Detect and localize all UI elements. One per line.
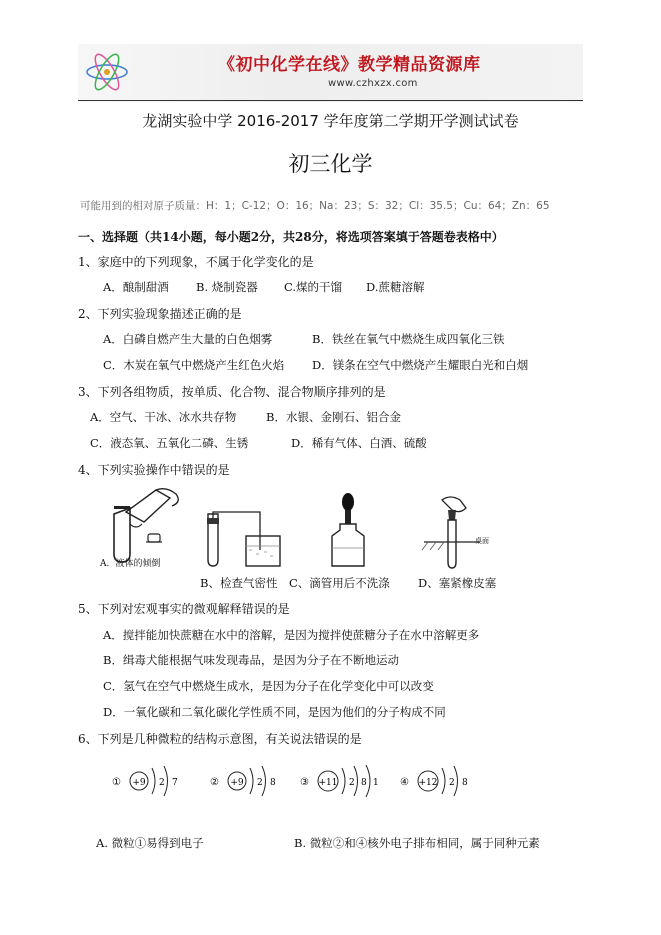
atom-1-nucleus: +9 xyxy=(132,778,146,788)
banner-title: 《初中化学在线》教学精品资源库 xyxy=(218,55,481,75)
q1-option-c: C.煤的干馏 xyxy=(284,280,343,294)
q1-option-a: A．酿制甜酒 xyxy=(103,280,169,294)
atom-3-nucleus: +11 xyxy=(318,778,338,788)
q4-option-d: D、塞紧橡皮塞 xyxy=(418,576,497,590)
figure-d-label: 桌面 xyxy=(475,537,489,545)
atom-logo-icon xyxy=(84,50,130,94)
q2-option-d: D．镁条在空气中燃烧产生耀眼白光和白烟 xyxy=(312,358,529,372)
figure-airtightness-check xyxy=(200,510,290,570)
atom-1-shell-2: 7 xyxy=(172,778,178,788)
subject-title: 初三化学 xyxy=(288,152,373,176)
exam-title: 龙湖实验中学 2016-2017 学年度第二学期开学测试试卷 xyxy=(142,112,519,130)
atom-4-label: ④ xyxy=(400,777,409,788)
atom-4-shell-1: 2 xyxy=(449,778,455,788)
atom-3-shell-1: 2 xyxy=(349,778,355,788)
atom-4-shell-2: 8 xyxy=(462,778,468,788)
q5-option-d: D．一氧化碳和二氧化碳化学性质不同，是因为他们的分子构成不同 xyxy=(103,705,446,719)
figure-stopper-insertion xyxy=(420,490,490,570)
atom-1-shell-1: 2 xyxy=(159,778,165,788)
figure-dropper-bottle xyxy=(318,492,378,570)
q5-option-b: B．缉毒犬能根据气味发现毒品，是因为分子在不断地运动 xyxy=(103,653,399,667)
atom-structure-1 xyxy=(112,764,192,798)
q3-option-d: D．稀有气体、白酒、硫酸 xyxy=(291,436,427,450)
atom-structure-3 xyxy=(300,764,390,798)
banner-url: www.czhxzx.com xyxy=(328,78,418,89)
atom-1-label: ① xyxy=(112,777,121,788)
figure-a-label: A．液体的倾倒 xyxy=(100,559,161,569)
section-heading: 一、选择题（共14小题，每小题2分，共28分，将选项答案填于答题卷表格中） xyxy=(78,230,504,244)
q5-option-a: A．搅拌能加快蔗糖在水中的溶解，是因为搅拌使蔗糖分子在水中溶解更多 xyxy=(103,628,480,642)
q2-option-a: A．白磷自燃产生大量的白色烟雾 xyxy=(103,332,273,346)
q3-option-b: B．水银、金刚石、铝合金 xyxy=(266,410,401,424)
atom-3-label: ③ xyxy=(300,777,309,788)
q6-option-b: B. 微粒②和④核外电子排布相同，属于同种元素 xyxy=(294,836,540,850)
question-3-stem: 3、下列各组物质，按单质、化合物、混合物顺序排列的是 xyxy=(78,385,386,399)
atomic-masses-note: 可能用到的相对原子质量：H：1；C-12；O：16；Na：23；S：32；Cl：35.5；Cu：64；Zn：65 xyxy=(80,200,550,212)
atom-4-nucleus: +12 xyxy=(418,778,438,788)
atom-structure-2 xyxy=(210,764,290,798)
q3-option-a: A．空气、干冰、冰水共存物 xyxy=(90,410,237,424)
question-1-stem: 1、家庭中的下列现象，不属于化学变化的是 xyxy=(78,255,314,269)
atom-2-shell-1: 2 xyxy=(257,778,263,788)
q5-option-c: C．氢气在空气中燃烧生成水，是因为分子在化学变化中可以改变 xyxy=(103,679,434,693)
atom-3-shell-3: 1 xyxy=(373,778,379,788)
atom-3-shell-2: 8 xyxy=(361,778,367,788)
q2-option-b: B．铁丝在氧气中燃烧生成四氧化三铁 xyxy=(312,332,505,346)
q6-option-a: A. 微粒①易得到电子 xyxy=(96,836,204,850)
q1-option-b: B. 烧制瓷器 xyxy=(196,280,258,294)
question-2-stem: 2、下列实验现象描述正确的是 xyxy=(78,307,242,321)
question-5-stem: 5、下列对宏观事实的微观解释错误的是 xyxy=(78,602,290,616)
atom-2-label: ② xyxy=(210,777,219,788)
header-divider xyxy=(78,100,583,101)
question-4-stem: 4、下列实验操作中错误的是 xyxy=(78,463,230,477)
question-6-stem: 6、下列是几种微粒的结构示意图，有关说法错误的是 xyxy=(78,732,362,746)
q3-option-c: C．液态氧、五氧化二磷、生锈 xyxy=(90,436,249,450)
q4-option-c: C、滴管用后不洗涤 xyxy=(289,576,390,590)
atom-structure-4 xyxy=(400,764,480,798)
header-banner xyxy=(78,44,583,102)
q2-option-c: C．木炭在氧气中燃烧产生红色火焰 xyxy=(103,358,285,372)
atom-2-shell-2: 8 xyxy=(270,778,276,788)
q4-option-b: B、检查气密性 xyxy=(200,576,278,590)
q1-option-d: D.蔗糖溶解 xyxy=(366,280,425,294)
atom-2-nucleus: +9 xyxy=(230,778,244,788)
